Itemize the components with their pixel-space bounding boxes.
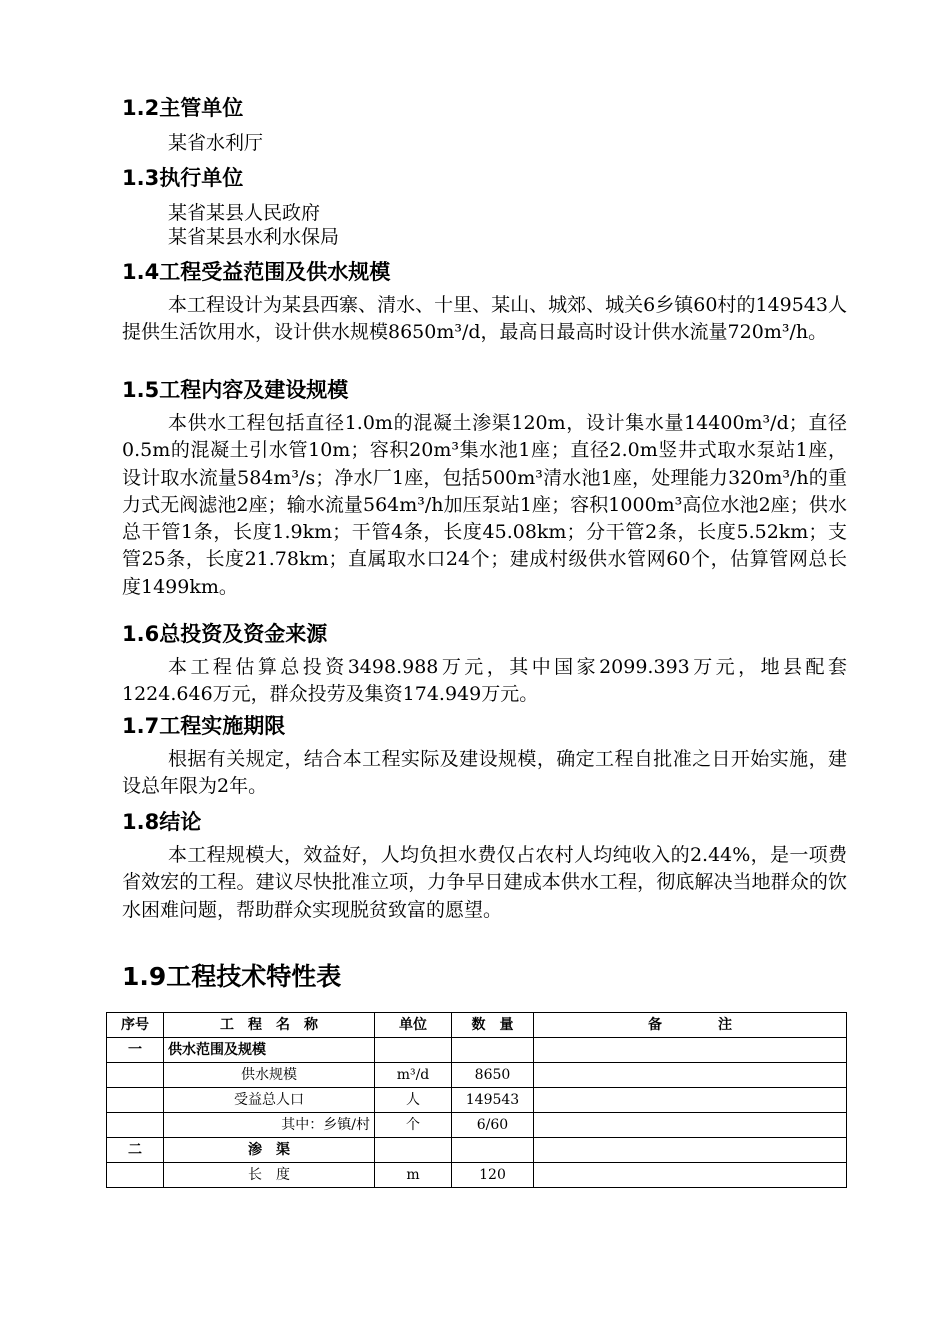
row-no bbox=[107, 1088, 164, 1113]
row-no bbox=[107, 1063, 164, 1088]
row-note bbox=[534, 1063, 847, 1088]
header-note: 备 注 bbox=[534, 1013, 847, 1038]
row-note bbox=[534, 1113, 847, 1138]
table-row bbox=[107, 1113, 847, 1138]
section-heading-1-4: 1.4工程受益范围及供水规模 bbox=[122, 260, 391, 284]
row-no bbox=[107, 1163, 164, 1188]
section-heading-1-5: 1.5工程内容及建设规模 bbox=[122, 378, 349, 402]
header-name: 工 程 名 称 bbox=[164, 1013, 375, 1038]
section-heading-1-6: 1.6总投资及资金来源 bbox=[122, 622, 328, 646]
table-row bbox=[107, 1038, 847, 1063]
row-qty bbox=[452, 1038, 534, 1063]
row-qty bbox=[452, 1138, 534, 1163]
header-qty: 数 量 bbox=[452, 1013, 534, 1038]
row-no: 一 bbox=[107, 1038, 164, 1063]
row-name: 供水规模 bbox=[164, 1063, 375, 1088]
header-no: 序号 bbox=[107, 1013, 164, 1038]
table-row bbox=[107, 1138, 847, 1163]
section-1-7-paragraph: 根据有关规定，结合本工程实际及建设规模，确定工程自批准之日开始实施，建设总年限为2年。 bbox=[122, 748, 847, 798]
section-1-6-paragraph: 本工程估算总投资3498.988万元，其中国家2099.393万元，地县配套1224.646万元，群众投劳及集资174.949万元。 bbox=[122, 656, 847, 706]
row-name: 受益总人口 bbox=[164, 1088, 375, 1113]
section-heading-1-3: 1.3执行单位 bbox=[122, 166, 244, 190]
section-1-3-line-1: 某省某县人民政府 bbox=[168, 202, 321, 224]
section-heading-1-8: 1.8结论 bbox=[122, 810, 202, 834]
section-heading-1-2: 1.2主管单位 bbox=[122, 96, 244, 120]
row-name: 其中：乡镇/村 bbox=[164, 1113, 375, 1138]
table-title: 1.9工程技术特性表 bbox=[122, 962, 342, 991]
row-no bbox=[107, 1113, 164, 1138]
table-row bbox=[107, 1088, 847, 1113]
table-header-row bbox=[107, 1013, 847, 1038]
table-row bbox=[107, 1063, 847, 1088]
row-unit: m³/d bbox=[375, 1063, 452, 1088]
row-name: 渗 渠 bbox=[164, 1138, 375, 1163]
row-unit bbox=[375, 1138, 452, 1163]
row-unit: m bbox=[375, 1163, 452, 1188]
section-1-5-paragraph: 本供水工程包括直径1.0m的混凝土渗渠120m，设计集水量14400m³/d；直径0.5m的混凝土引水管10m；容积20m³集水池1座；直径2.0m竖井式取水泵站1座，设计取水流量584m³/s；净水厂1座，包括500m³清水池1座，处理能力320m³/h的重力式无阀滤池2座；输水流量564m³/h加压泵站1座；容积1000m³高位水池2座；供水总干管1条，长度1.9km；干管4条，长度45.08km；分干管2条，长度5.52km；支管25条，长度21.78km；直属取水口24个；建成村级供水管网60个，估算管网总长度1499km。 bbox=[122, 412, 847, 598]
row-qty: 6/60 bbox=[452, 1113, 534, 1138]
table-row bbox=[107, 1163, 847, 1188]
row-name: 供水范围及规模 bbox=[164, 1038, 375, 1063]
row-note bbox=[534, 1138, 847, 1163]
section-1-3-line-2: 某省某县水利水保局 bbox=[168, 226, 340, 248]
section-1-8-paragraph: 本工程规模大，效益好，人均负担水费仅占农村人均纯收入的2.44%，是一项费省效宏的工程。建议尽快批准立项，力争早日建成本供水工程，彻底解决当地群众的饮水困难问题，帮助群众实现脱贫致富的愿望。 bbox=[122, 844, 847, 921]
row-qty: 8650 bbox=[452, 1063, 534, 1088]
row-note bbox=[534, 1163, 847, 1188]
row-no: 二 bbox=[107, 1138, 164, 1163]
technical-spec-table bbox=[106, 1012, 847, 1188]
row-qty: 120 bbox=[452, 1163, 534, 1188]
section-1-2-line: 某省水利厅 bbox=[168, 132, 264, 154]
header-unit: 单位 bbox=[375, 1013, 452, 1038]
section-heading-1-7: 1.7工程实施期限 bbox=[122, 714, 286, 738]
row-unit bbox=[375, 1038, 452, 1063]
row-note bbox=[534, 1088, 847, 1113]
row-name: 长 度 bbox=[164, 1163, 375, 1188]
row-unit: 人 bbox=[375, 1088, 452, 1113]
row-note bbox=[534, 1038, 847, 1063]
row-qty: 149543 bbox=[452, 1088, 534, 1113]
section-1-4-paragraph: 本工程设计为某县西寨、清水、十里、某山、城郊、城关6乡镇60村的149543人提供生活饮用水，设计供水规模8650m³/d，最高日最高时设计供水流量720m³/h。 bbox=[122, 294, 847, 344]
row-unit: 个 bbox=[375, 1113, 452, 1138]
